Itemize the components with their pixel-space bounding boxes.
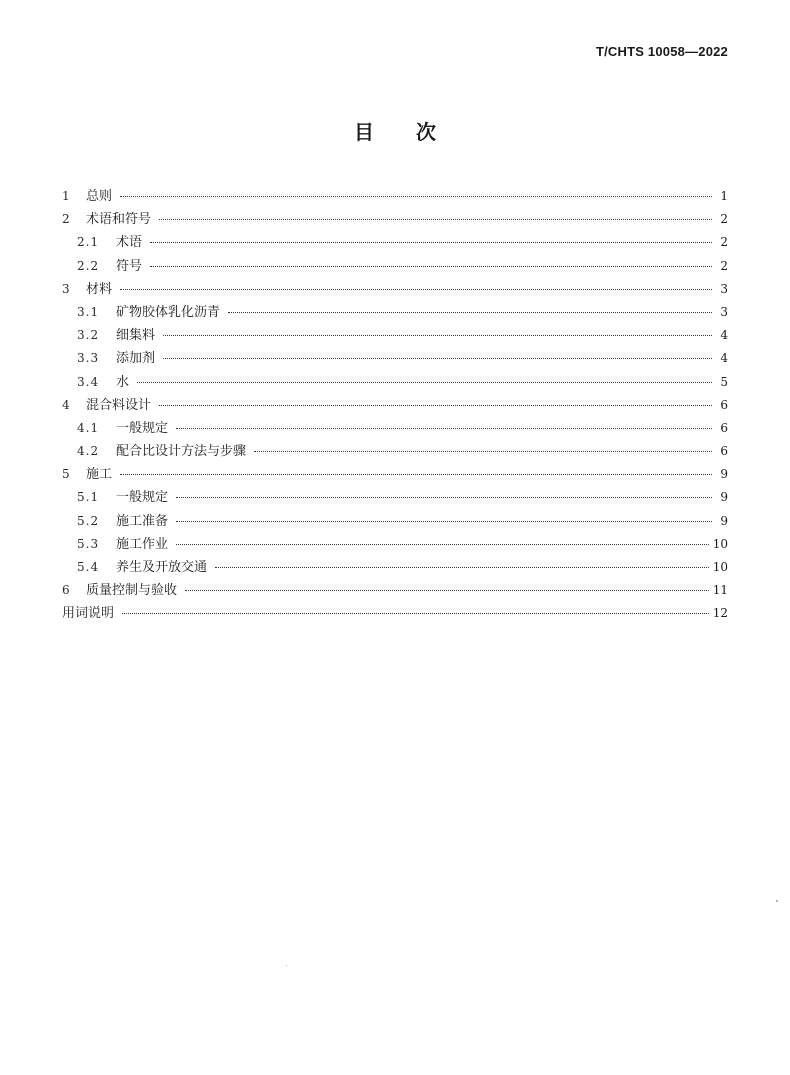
toc-entry-label: 总则: [86, 189, 113, 204]
toc-entry-number: 5.4: [77, 560, 100, 574]
toc-entry-number: 5.2: [77, 513, 100, 528]
toc-entry-number: 6: [62, 583, 70, 598]
toc-entry-page: 11: [712, 583, 728, 598]
toc-entry-number: 3.3: [77, 351, 100, 366]
dot-leader: [215, 567, 709, 568]
toc-entry-page: 2: [720, 235, 728, 250]
toc-entry[interactable]: [62, 394, 728, 417]
toc-entry-number: 2.1: [77, 235, 100, 250]
dot-leader: [176, 521, 712, 522]
toc-entry[interactable]: [62, 533, 728, 556]
toc-entry-label: 施工: [86, 467, 113, 483]
dot-leader: [120, 289, 712, 290]
toc-entry-number: 3.2: [77, 328, 100, 343]
toc-entry-page: 3: [720, 304, 728, 319]
toc-entry-label: 水: [116, 374, 130, 390]
toc-entry-page: 10: [712, 536, 728, 551]
toc-entry-page: 9: [720, 513, 728, 528]
toc-entry-page: 6: [720, 397, 728, 412]
toc-entry-number: 4.2: [77, 444, 100, 459]
dot-leader: [254, 451, 712, 452]
dot-leader: [176, 428, 712, 429]
toc-entry-label: 添加剂: [116, 351, 156, 367]
scan-speck: [776, 900, 778, 902]
toc-entry[interactable]: [62, 301, 728, 324]
toc-entry[interactable]: [62, 602, 728, 625]
toc-entry-page: 10: [712, 560, 728, 574]
toc-entry-label: 细集料: [116, 328, 156, 344]
toc-entry-label: 术语: [116, 235, 143, 251]
toc-entry[interactable]: [62, 463, 728, 486]
dot-leader: [163, 335, 712, 336]
toc-entry-label: 施工准备: [116, 513, 169, 529]
dot-leader: [137, 382, 712, 383]
dot-leader: [159, 405, 712, 406]
toc-entry-page: 9: [720, 467, 728, 482]
standard-code: T/CHTS 10058—2022: [595, 44, 728, 59]
dot-leader: [176, 497, 712, 498]
dot-leader: [185, 590, 709, 591]
toc-entry-page: 9: [720, 490, 728, 505]
toc-entry-number: 3.4: [77, 374, 100, 389]
toc-entry-label: 配合比设计方法与步骤: [116, 444, 247, 460]
toc-entry[interactable]: [62, 417, 728, 440]
toc-entry[interactable]: [62, 208, 728, 231]
dot-leader: [228, 312, 712, 313]
toc-entry-label: 矿物胶体乳化沥青: [116, 304, 221, 320]
toc-entry-page: 4: [720, 328, 728, 343]
toc-entry-label: 符号: [116, 258, 143, 274]
toc-entry-number: 2: [62, 212, 70, 227]
toc-entry-label: 一般规定: [116, 490, 169, 506]
toc-entry-page: 12: [712, 606, 728, 621]
toc-entry-label: 用词说明: [62, 606, 115, 622]
toc-entry-number: 5.1: [77, 490, 100, 505]
toc-entry[interactable]: [62, 255, 728, 278]
toc-entry-page: 4: [720, 351, 728, 366]
toc-entry-number: 5: [62, 467, 70, 482]
dot-leader: [176, 544, 709, 545]
toc-entry[interactable]: [62, 486, 728, 509]
dot-leader: [122, 613, 709, 614]
toc-entry-number: 4.1: [77, 420, 100, 435]
toc-entry-label: 术语和符号: [86, 212, 152, 228]
toc-entry-page: 5: [720, 374, 728, 389]
toc-entry[interactable]: [62, 371, 728, 394]
dot-leader: [120, 196, 712, 197]
toc-entry-page: 6: [720, 444, 728, 459]
toc-entry-number: 3: [62, 281, 70, 296]
toc-entry-label: 施工作业: [116, 536, 169, 552]
toc-entry-number: 3.1: [77, 304, 100, 319]
toc-entry-page: 3: [720, 281, 728, 296]
toc-entry[interactable]: [62, 510, 728, 533]
toc-entry-number: 2.2: [77, 258, 100, 273]
toc-entry-label: 材料: [86, 281, 113, 297]
toc-entry[interactable]: [62, 185, 728, 208]
toc-entry-number: 5.3: [77, 536, 100, 551]
scan-speck: [286, 965, 287, 966]
toc-entry[interactable]: [62, 278, 728, 301]
toc-entry-number: 1: [62, 189, 70, 203]
toc-entry[interactable]: [62, 324, 728, 347]
toc-entry[interactable]: [62, 440, 728, 463]
toc-entry-label: 一般规定: [116, 420, 169, 436]
page-title: 目次: [354, 120, 478, 144]
toc-entry-label: 混合料设计: [86, 397, 152, 413]
toc-entry-page: 6: [720, 420, 728, 435]
toc-entry-label: 质量控制与验收: [86, 583, 178, 599]
dot-leader: [159, 219, 712, 220]
toc-entry[interactable]: [62, 347, 728, 370]
toc-entry[interactable]: [62, 556, 728, 579]
toc-entry-page: 1: [720, 189, 728, 203]
toc-entry-page: 2: [720, 212, 728, 227]
dot-leader: [163, 358, 712, 359]
dot-leader: [150, 242, 712, 243]
toc-entry-label: 养生及开放交通: [116, 560, 208, 575]
toc-entry[interactable]: [62, 231, 728, 254]
table-of-contents: [62, 185, 728, 626]
toc-entry-number: 4: [62, 397, 70, 412]
dot-leader: [120, 474, 712, 475]
toc-entry[interactable]: [62, 579, 728, 602]
dot-leader: [150, 266, 712, 267]
toc-entry-page: 2: [720, 258, 728, 273]
